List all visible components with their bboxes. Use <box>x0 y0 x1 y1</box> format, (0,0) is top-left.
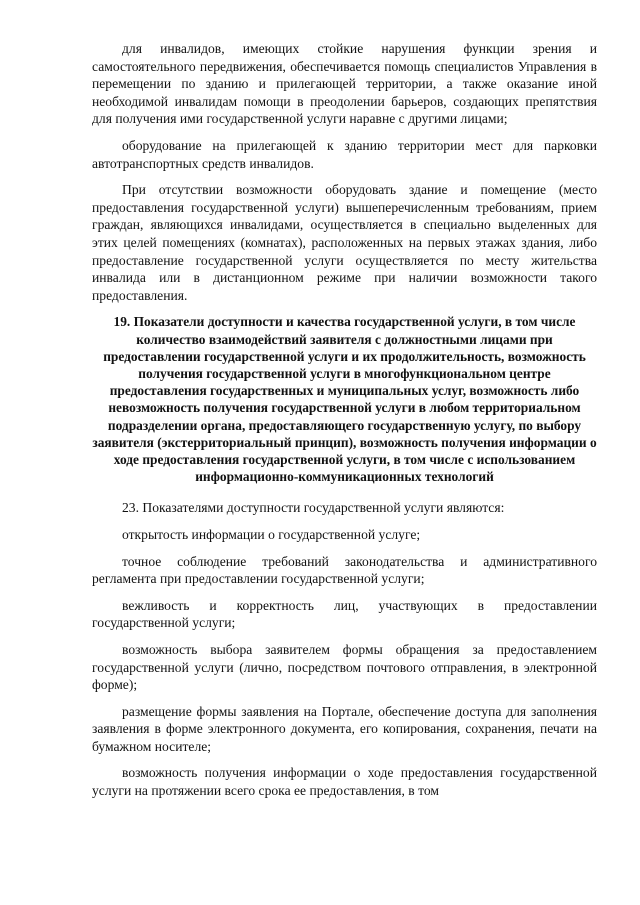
paragraph-alternative-reception: При отсутствии возможности оборудовать здание и помещение (место предоставления государственной услуги) вышеперечисленным требованиям, прием граждан, являющихся инвалидами, осуществляется в специально выделенных для этих целей помещениях (комнатах), расположенных на первых этажах здания, либо предоставление государственной услуги осуществляется по месту жительства инвалида или в дистанционном режиме при наличии возможности такого предоставления. <box>92 182 597 303</box>
document-page <box>92 40 597 809</box>
list-item-compliance: точное соблюдение требований законодательства и административного регламента при предоставлении государственной услуги; <box>92 553 597 587</box>
section-heading: 19. Показатели доступности и качества государственной услуги, в том числе количество взаимодействий заявителя с должностными лицами при предоставлении государственной услуги и их продолжительность, возможность получения государственной услуги в многофункциональном центре предоставления государственных и муниципальных услуг, возможность либо невозможность получения государственной услуги в любом территориальном подразделении органа, предоставляющего государственную услугу, по выбору заявителя (экстерриториальный принцип), возможность получения информации о ходе предоставления государственной услуги, в том числе с использованием информационно-коммуникационных технологий <box>92 314 597 485</box>
list-item-politeness: вежливость и корректность лиц, участвующих в предоставлении государственной услуги; <box>92 597 597 631</box>
paragraph-indicators-intro: 23. Показателями доступности государственной услуги являются: <box>122 500 505 516</box>
list-item-progress-info: возможность получения информации о ходе предоставления государственной услуги на протяжении всего срока ее предоставления, в том <box>92 765 597 799</box>
paragraph-parking: оборудование на прилегающей к зданию территории мест для парковки автотранспортных средств инвалидов. <box>92 137 597 171</box>
list-item-portal-form: размещение формы заявления на Портале, обеспечение доступа для заполнения заявления в форме электронного документа, его копирования, сохранения, печати на бумажном носителе; <box>92 703 597 754</box>
paragraph-disabled-assistance: для инвалидов, имеющих стойкие нарушения функции зрения и самостоятельного передвижения, обеспечивается помощь специалистов Управления в перемещении по зданию и прилегающей территории, а также оказание иной необходимой инвалидам помощи в преодолении барьеров, создающих препятствия для получения ими государственной услуги наравне с другими лицами; <box>92 41 597 127</box>
list-item-form-choice: возможность выбора заявителем формы обращения за предоставлением государственной услуги (лично, посредством почтового отправления, в электронной форме); <box>92 641 597 693</box>
list-item-openness: открытость информации о государственной услуге; <box>122 526 421 542</box>
